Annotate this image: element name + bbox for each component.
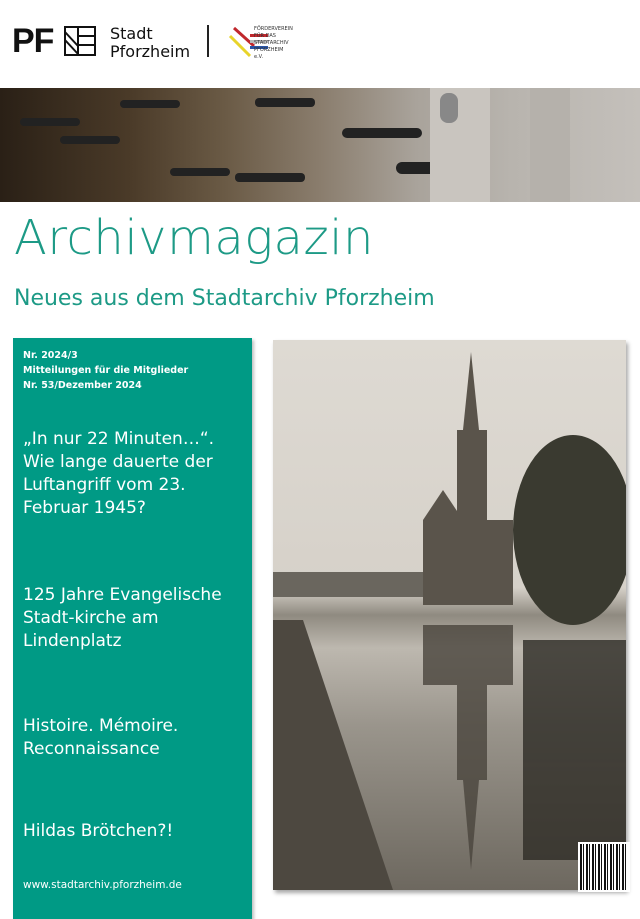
- header: [0, 0, 640, 88]
- contents-panel: [13, 338, 252, 919]
- church-reflection-image: [273, 340, 626, 890]
- members-note: Mitteilungen für die Mitglieder: [23, 365, 189, 376]
- church-photo: [273, 340, 626, 890]
- city-line-1: Stadt: [110, 24, 153, 43]
- story-air-raid: „In nur 22 Minuten…“. Wie lange dauerte der Luftangriff vom 23. Februar 1945?: [23, 429, 215, 518]
- city-line-2: Pforzheim: [110, 42, 191, 61]
- qr-code-icon[interactable]: [578, 842, 630, 892]
- association-logo-text: FÖRDERVEREIN FÜR DAS STADTARCHIV PFORZHEIM e.V.: [254, 26, 293, 60]
- archive-shelves-banner-image: [0, 88, 640, 202]
- issue-info: [23, 348, 188, 393]
- issue-date: Nr. 53/Dezember 2024: [23, 380, 142, 391]
- magazine-subtitle: Neues aus dem Stadtarchiv Pforzheim: [14, 286, 435, 311]
- magazine-title: Archivmagazin: [14, 210, 374, 266]
- story-histoire: Histoire. Mémoire. Reconnaissance: [23, 716, 179, 759]
- divider: [207, 25, 209, 57]
- story-hildas-broetchen: Hildas Brötchen?!: [23, 821, 174, 841]
- issue-number: Nr. 2024/3: [23, 350, 78, 361]
- crank-handles-image: [0, 88, 640, 202]
- city-emblem-icon: [64, 26, 96, 56]
- story-stadtkirche: 125 Jahre Evangelische Stadt-kirche am Lindenplatz: [23, 585, 222, 651]
- pf-logo: PF: [12, 22, 54, 60]
- website-link[interactable]: www.stadtarchiv.pforzheim.de: [23, 879, 182, 891]
- city-name: [110, 25, 190, 61]
